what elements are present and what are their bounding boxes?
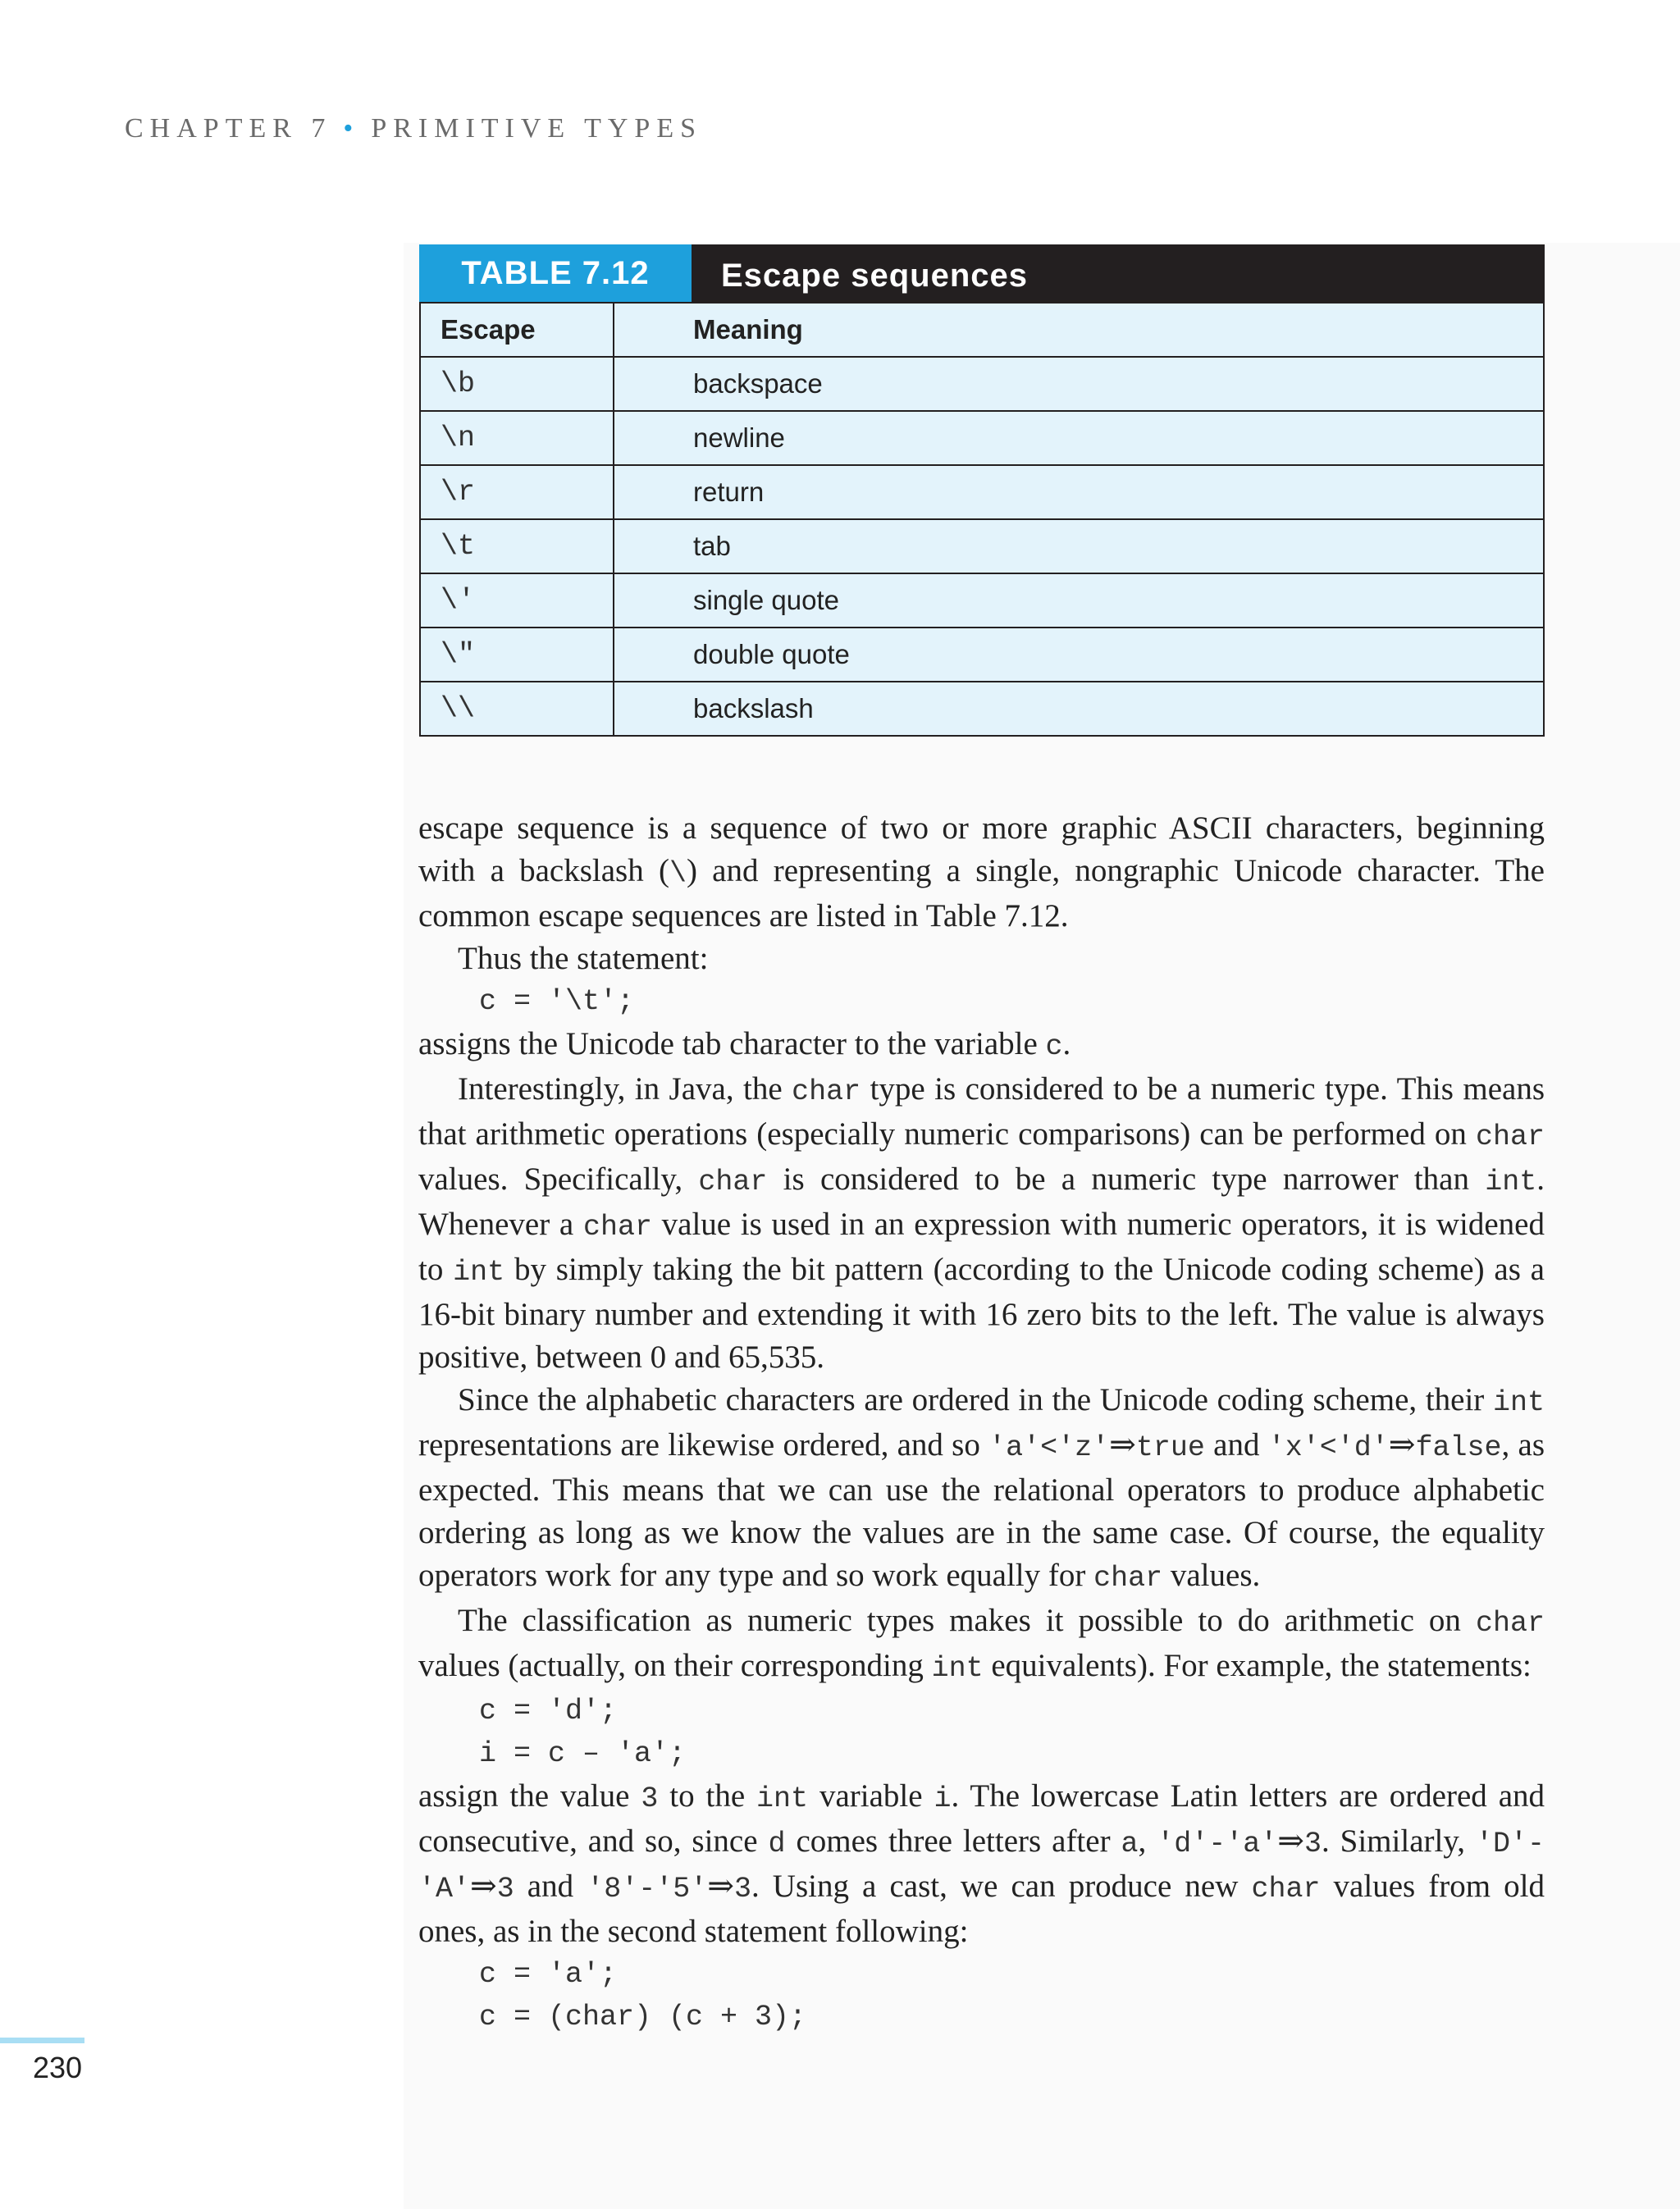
table-row bbox=[420, 465, 1544, 519]
text-run: Thus the statement: bbox=[458, 941, 709, 976]
paragraph bbox=[418, 1379, 1545, 1600]
paragraph bbox=[418, 1068, 1545, 1379]
text-run: assign the value bbox=[418, 1778, 641, 1814]
text-run: ⇒ bbox=[470, 1869, 497, 1904]
chapter-label: CHAPTER 7 bbox=[125, 113, 332, 144]
text-run: is considered to be a numeric type narrower than bbox=[767, 1162, 1486, 1197]
text-run: ⇒ bbox=[1277, 1823, 1304, 1859]
running-head bbox=[125, 113, 702, 144]
inline-code: 3 bbox=[641, 1782, 659, 1815]
meaning-cell: tab bbox=[614, 519, 1544, 573]
inline-code: 'D'-'A' bbox=[418, 1828, 1545, 1905]
table-title: Escape sequences bbox=[721, 257, 1028, 294]
table-row bbox=[420, 411, 1544, 465]
text-run: values. Specifically, bbox=[418, 1162, 699, 1197]
text-run: , as expected. This means that we can use the relational operators to produce alphabetic ordering as long as we know the values are in the same case. Of course, the equality operators work for any type and so work equally for bbox=[418, 1427, 1545, 1593]
inline-code: 'd'-'a' bbox=[1157, 1828, 1278, 1860]
text-run: assigns the Unicode tab character to the variable bbox=[418, 1026, 1046, 1061]
code-block bbox=[418, 1953, 1545, 2038]
page-number-bar bbox=[0, 2038, 84, 2043]
escape-cell: \r bbox=[420, 465, 614, 519]
inline-code: 3 bbox=[496, 1873, 514, 1905]
inline-code: c bbox=[1045, 1030, 1063, 1063]
escape-cell: \n bbox=[420, 411, 614, 465]
table-row bbox=[420, 357, 1544, 411]
page-number: 230 bbox=[33, 2051, 83, 2084]
text-run: values from old ones, as in the second statement following: bbox=[418, 1869, 1545, 1949]
table-number: TABLE 7.12 bbox=[419, 244, 692, 302]
bullet-icon: • bbox=[343, 113, 360, 144]
paragraph bbox=[418, 1600, 1545, 1690]
text-run: and bbox=[514, 1869, 587, 1904]
inline-code: 'x'<'d' bbox=[1267, 1431, 1389, 1464]
code-block bbox=[418, 980, 1545, 1023]
code-line: c = '\t'; bbox=[479, 985, 635, 1018]
text-run: comes three letters after bbox=[785, 1823, 1121, 1859]
text-run: to the bbox=[658, 1778, 757, 1814]
paragraph bbox=[418, 1775, 1545, 1953]
text-run: , bbox=[1138, 1823, 1157, 1859]
text-run: . The lowercase Latin letters are ordered and consecutive, and so, since bbox=[418, 1778, 1545, 1859]
meaning-cell: backslash bbox=[614, 682, 1544, 736]
paragraph bbox=[418, 807, 1545, 938]
inline-code: \ bbox=[669, 857, 687, 890]
text-run: Since the alphabetic characters are ordered in the Unicode coding scheme, their bbox=[458, 1382, 1493, 1417]
inline-code: int bbox=[756, 1782, 809, 1815]
text-run: and bbox=[1204, 1427, 1268, 1463]
inline-code: char bbox=[1475, 1607, 1545, 1640]
text-run: values (actually, on their corresponding bbox=[418, 1648, 932, 1683]
text-run: ⇒ bbox=[1388, 1427, 1416, 1463]
inline-code: true bbox=[1135, 1431, 1205, 1464]
meaning-cell: backspace bbox=[614, 357, 1544, 411]
inline-code: i bbox=[934, 1782, 952, 1815]
text-run: The classification as numeric types makes it possible to do arithmetic on bbox=[458, 1603, 1476, 1638]
text-run: . bbox=[1062, 1026, 1071, 1061]
inline-code: char bbox=[698, 1166, 768, 1198]
inline-code: char bbox=[1093, 1562, 1163, 1595]
table-row bbox=[420, 628, 1544, 682]
column-header-escape: Escape bbox=[420, 303, 614, 357]
escape-cell: \b bbox=[420, 357, 614, 411]
inline-code: int bbox=[931, 1652, 984, 1685]
code-line: c = (char) (c + 3); bbox=[479, 2001, 807, 2033]
column-header-meaning: Meaning bbox=[614, 303, 1544, 357]
text-run: representations are likewise ordered, and so bbox=[418, 1427, 989, 1463]
body-text bbox=[418, 807, 1545, 2038]
table-caption-bar bbox=[419, 244, 1545, 302]
text-run: ⇒ bbox=[707, 1869, 734, 1904]
paragraph bbox=[418, 1023, 1545, 1068]
table-row bbox=[420, 519, 1544, 573]
code-line: c = 'a'; bbox=[479, 1958, 618, 1991]
escape-table bbox=[419, 244, 1545, 737]
escape-cell: \' bbox=[420, 573, 614, 628]
code-line: c = 'd'; bbox=[479, 1695, 618, 1727]
escape-table-grid bbox=[419, 302, 1545, 737]
text-run: values. bbox=[1162, 1558, 1261, 1593]
inline-code: int bbox=[453, 1256, 505, 1289]
inline-code: char bbox=[792, 1075, 861, 1108]
code-line: i = c – 'a'; bbox=[479, 1737, 687, 1770]
inline-code: char bbox=[1475, 1120, 1545, 1153]
inline-code: int bbox=[1485, 1166, 1537, 1198]
text-run: equivalents). For example, the statements: bbox=[983, 1648, 1532, 1683]
inline-code: '8'-'5' bbox=[587, 1873, 708, 1905]
text-run: variable bbox=[808, 1778, 934, 1814]
text-run: Interestingly, in Java, the bbox=[458, 1071, 792, 1107]
inline-code: 3 bbox=[733, 1873, 751, 1905]
text-run: by simply taking the bit pattern (according to the Unicode coding scheme) as a 16-bit binary number and extending it with 16 zero bits to the left. The value is always positive, between 0 and 65,535. bbox=[418, 1252, 1545, 1375]
text-run: ⇒ bbox=[1109, 1427, 1136, 1463]
meaning-cell: double quote bbox=[614, 628, 1544, 682]
text-run: . Using a cast, we can produce new bbox=[751, 1869, 1252, 1904]
inline-code: 3 bbox=[1303, 1828, 1322, 1860]
inline-code: char bbox=[582, 1211, 652, 1244]
text-run: value is used in an expression with numeric operators, it is widened to bbox=[418, 1207, 1545, 1287]
inline-code: char bbox=[1251, 1873, 1321, 1905]
chapter-title: PRIMITIVE TYPES bbox=[371, 113, 702, 144]
code-block bbox=[418, 1690, 1545, 1775]
meaning-cell: newline bbox=[614, 411, 1544, 465]
inline-code: false bbox=[1415, 1431, 1502, 1464]
text-run: type is considered to be a numeric type. This means that arithmetic operations (especially numeric comparisons) can be performed on bbox=[418, 1071, 1545, 1152]
escape-cell: \\ bbox=[420, 682, 614, 736]
table-row bbox=[420, 682, 1544, 736]
meaning-cell: return bbox=[614, 465, 1544, 519]
table-row bbox=[420, 573, 1544, 628]
text-run: . Whenever a bbox=[418, 1162, 1545, 1242]
text-run: escape sequence is a sequence of two or more graphic ASCII characters, beginning with a backslash ( bbox=[418, 810, 1545, 888]
escape-cell: \t bbox=[420, 519, 614, 573]
meaning-cell: single quote bbox=[614, 573, 1544, 628]
text-run: ) and representing a single, nongraphic Unicode character. The common escape sequences are listed in Table 7.12. bbox=[418, 853, 1545, 933]
inline-code: 'a'<'z' bbox=[988, 1431, 1110, 1464]
text-run: . Similarly, bbox=[1321, 1823, 1476, 1859]
inline-code: a bbox=[1121, 1828, 1139, 1860]
paragraph bbox=[418, 938, 1545, 980]
inline-code: d bbox=[768, 1828, 786, 1860]
table-header-row bbox=[420, 303, 1544, 357]
escape-cell: \" bbox=[420, 628, 614, 682]
inline-code: int bbox=[1492, 1386, 1545, 1419]
